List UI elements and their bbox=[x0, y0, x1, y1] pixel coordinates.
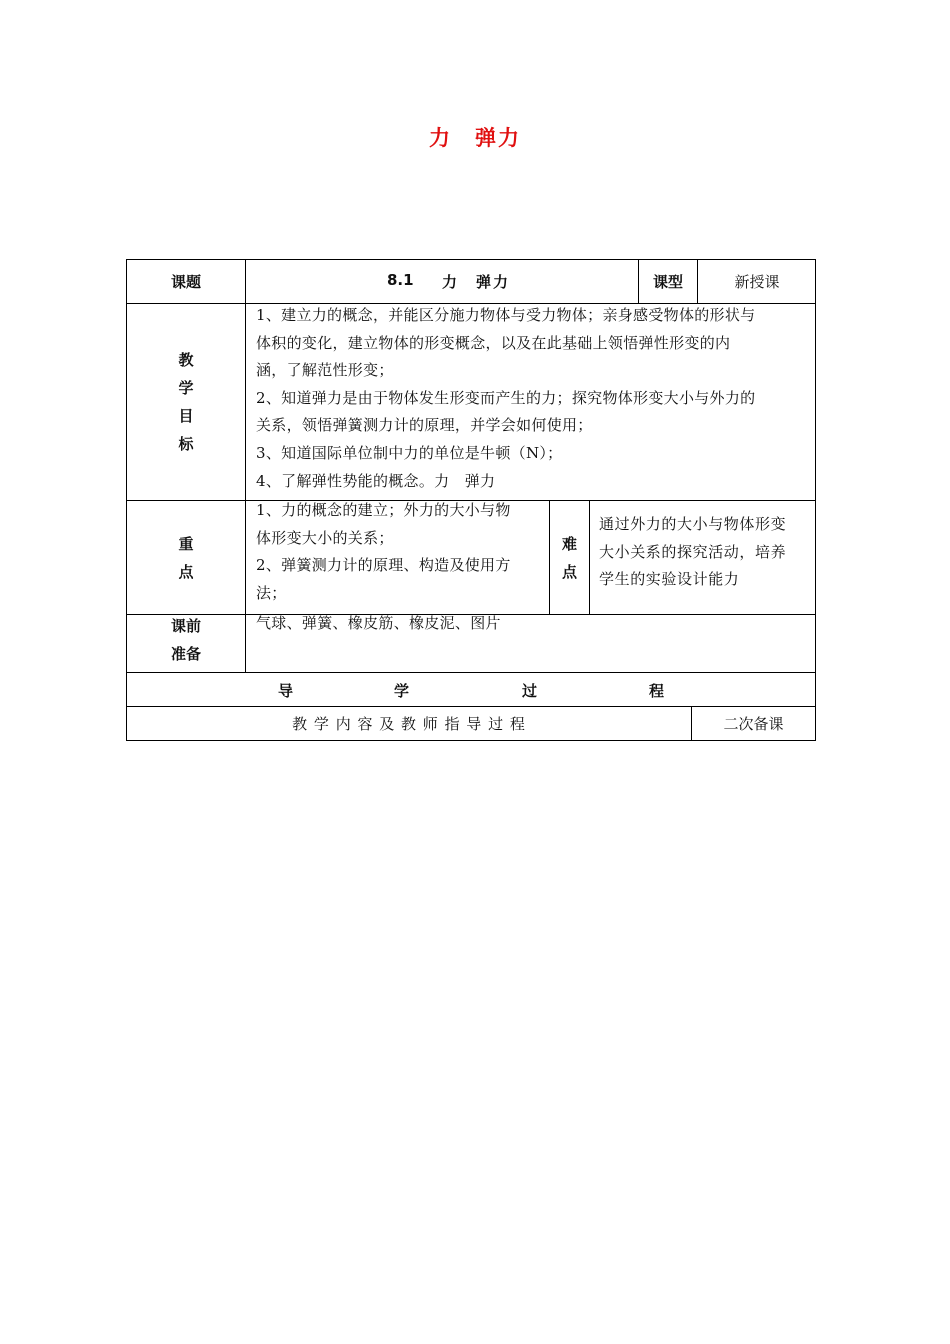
goals-content bbox=[256, 302, 816, 495]
goal-line: 3、知道国际单位制中力的单位是牛顿（N）； bbox=[256, 443, 563, 462]
lesson-plan-table bbox=[126, 259, 816, 741]
goals-label-char: 教 bbox=[178, 351, 194, 369]
process-char: 程 bbox=[649, 682, 665, 700]
process-char: 导 bbox=[278, 682, 294, 700]
topic-cell bbox=[246, 260, 638, 303]
goal-line: 涵，了解范性形变； bbox=[256, 361, 394, 380]
difficult-points-label bbox=[550, 501, 589, 614]
goal-line: 体积的变化，建立物体的形变概念，以及在此基础上领悟弹性形变的内 bbox=[256, 333, 731, 352]
prep-label-line: 课前 bbox=[170, 617, 201, 635]
page-title: 力 弹力 bbox=[429, 126, 521, 150]
goal-line: 关系，领悟弹簧测力计的原理，并学会如何使用； bbox=[256, 416, 593, 435]
difficult-line: 大小关系的探究活动，培养 bbox=[599, 542, 787, 561]
key-label-char: 重 bbox=[178, 534, 194, 553]
difficult-label-char: 难 bbox=[561, 534, 577, 553]
process-char: 学 bbox=[394, 682, 410, 700]
topic-label: 课题 bbox=[170, 273, 201, 291]
prep-content: 气球、弹簧、橡皮筋、橡皮泥、图片 bbox=[256, 614, 501, 632]
difficult-line: 通过外力的大小与物体形变 bbox=[599, 515, 787, 533]
teaching-content-header: 教 学 内 容 及 教 师 指 导 过 程 bbox=[292, 715, 526, 733]
col-divider bbox=[245, 260, 246, 672]
topic-number: 8.1 bbox=[387, 271, 414, 289]
goals-label-char: 学 bbox=[178, 379, 194, 397]
key-points-label bbox=[127, 501, 245, 614]
lesson-type-value: 新授课 bbox=[734, 273, 780, 291]
lesson-type-label: 课型 bbox=[652, 273, 683, 291]
key-line: 2、弹簧测力计的原理、构造及使用方 bbox=[256, 556, 511, 575]
second-preparation-header: 二次备课 bbox=[723, 715, 784, 733]
difficult-line: 学生的实验设计能力 bbox=[599, 570, 740, 589]
goal-line: 2、知道弹力是由于物体发生形变而产生的力；探究物体形变大小与外力的 bbox=[256, 388, 756, 407]
goals-label-char: 目 bbox=[178, 407, 194, 425]
key-line: 1、力的概念的建立；外力的大小与物 bbox=[256, 501, 511, 519]
goals-label-char: 标 bbox=[178, 435, 194, 453]
prep-label-line: 准备 bbox=[170, 645, 201, 663]
prep-label bbox=[127, 612, 245, 672]
difficult-points-content bbox=[599, 511, 815, 594]
goals-label bbox=[127, 304, 245, 500]
key-line: 体形变大小的关系； bbox=[256, 528, 394, 547]
goal-line: 4、了解弹性势能的概念。力 弹力 bbox=[256, 471, 496, 490]
col-divider bbox=[589, 500, 590, 614]
process-char: 过 bbox=[522, 682, 538, 700]
topic-name: 力 弹力 bbox=[442, 273, 511, 291]
goal-line: 1、建立力的概念，并能区分施力物体与受力物体；亲身感受物体的形状与 bbox=[256, 306, 756, 324]
process-heading bbox=[127, 673, 815, 706]
key-label-char: 点 bbox=[178, 562, 194, 581]
difficult-label-char: 点 bbox=[561, 562, 577, 581]
key-points-content bbox=[256, 497, 546, 607]
key-line: 法； bbox=[256, 583, 287, 602]
